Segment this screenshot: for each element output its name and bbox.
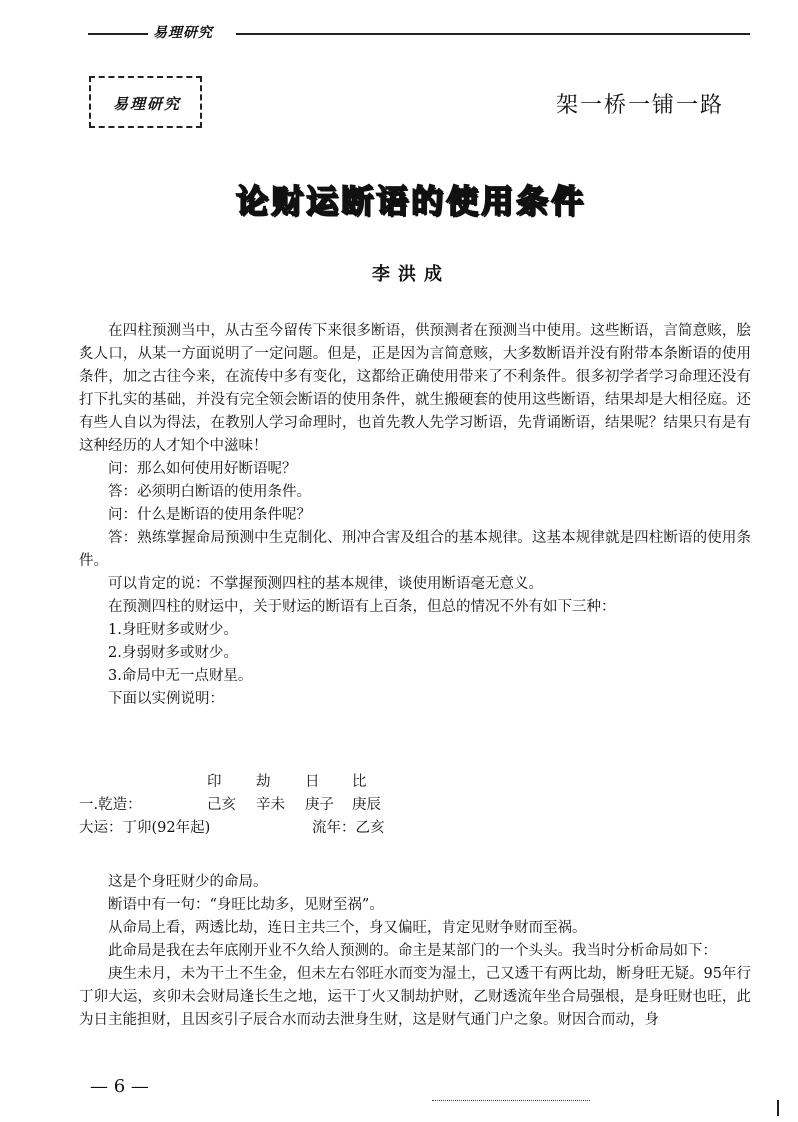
paragraph-assertion: 可以肯定的说：不掌握预测四柱的基本规律，谈使用断语毫无意义。 — [108, 576, 543, 592]
liunian: 流年：乙亥 — [312, 820, 385, 836]
section-box-label: 易理研究 — [113, 95, 182, 113]
paragraph-answer-1: 答：必须明白断语的使用条件。 — [108, 484, 311, 500]
paragraph-question-1: 问：那么如何使用好断语呢？ — [108, 461, 297, 477]
header-rule-left — [88, 33, 148, 35]
example-label: 一.乾造： — [79, 797, 142, 813]
section-box — [89, 76, 202, 128]
column-name: 架一桥一铺一路 — [556, 93, 725, 118]
pillar-month: 辛未 — [256, 797, 285, 813]
analysis-paragraph-5: 庚生未月，未为干土不生金，但未左右邻旺水而变为湿土，己又透干有两比劫，断身旺无疑。95年行丁卯大运，亥卯未会财局逢长生之地，运干丁火又制劫护财，乙财透流年坐合局强根，是身旺财也旺，此为日主能担财，且因亥引子辰合水而动去泄身生财，这是财气通门户之象。财因合而动，身 — [79, 966, 751, 1028]
shishen-month: 劫 — [256, 774, 271, 790]
footer-dotted-line — [432, 1100, 590, 1101]
analysis-paragraph-4: 此命局是我在去年底刚开业不久给人预测的。命主是某部门的一个头头。我当时分析命局如下： — [108, 943, 717, 959]
running-header-title: 易理研究 — [150, 22, 216, 42]
analysis-body — [79, 871, 751, 1032]
dayun: 大运：丁卯(92年起) — [79, 820, 211, 836]
paragraph-question-2: 问：什么是断语的使用条件呢？ — [108, 507, 311, 523]
list-item-2: 2.身弱财多或财少。 — [108, 645, 238, 661]
article-body — [79, 320, 751, 711]
page-number: — 6 — — [90, 1076, 149, 1097]
list-item-1: 1.身旺财多或财少。 — [108, 622, 238, 638]
paragraph-three-cases: 在预测四柱的财运中，关于财运的断语有上百条，但总的情况不外有如下三种： — [108, 599, 616, 615]
article-author: 李洪成 — [372, 264, 450, 285]
pillar-year: 己亥 — [207, 797, 236, 813]
header-rule-right — [236, 33, 750, 35]
paragraph-intro: 在四柱预测当中，从古至今留传下来很多断语，供预测者在预测当中使用。这些断语，言简意赅，脍炙人口，从某一方面说明了一定问题。但是，正是因为言简意赅，大多数断语并没有附带本条断语的使用条件，加之古往今来，在流传中多有变化，这都给正确使用带来了不利条件。很多初学者学习命理还没有打下扎实的基础，并没有完全领会断语的使用条件，就生搬硬套的使用这些断语，结果却是大相径庭。还有些人自以为得法，在教别人学习命理时，也首先教人先学习断语，先背诵断语，结果呢？结果只有是有这种经历的人才知个中滋味！ — [79, 323, 751, 454]
shishen-year: 印 — [207, 774, 222, 790]
pillar-day: 庚子 — [305, 797, 334, 813]
shishen-row — [79, 771, 579, 794]
pillars-row — [79, 794, 579, 817]
analysis-paragraph-3: 从命局上看，两透比劫，连日主共三个，身又偏旺，肯定见财争财而至祸。 — [108, 920, 587, 936]
shishen-hour: 比 — [352, 774, 367, 790]
margin-mark — [777, 1100, 779, 1116]
luck-row — [79, 817, 579, 840]
pillar-hour: 庚辰 — [352, 797, 381, 813]
article-title: 论财运断语的使用条件 — [236, 182, 587, 220]
bazi-example — [79, 771, 579, 840]
shishen-day: 日 — [305, 774, 320, 790]
paragraph-example-intro: 下面以实例说明： — [108, 691, 224, 707]
paragraph-answer-2: 答：熟练掌握命局预测中生克制化、刑冲合害及组合的基本规律。这基本规律就是四柱断语的使用条件。 — [79, 530, 751, 569]
analysis-paragraph-1: 这是个身旺财少的命局。 — [108, 874, 268, 890]
list-item-3: 3.命局中无一点财星。 — [108, 668, 253, 684]
analysis-paragraph-2: 断语中有一句：“身旺比劫多，见财至祸”。 — [108, 897, 384, 913]
